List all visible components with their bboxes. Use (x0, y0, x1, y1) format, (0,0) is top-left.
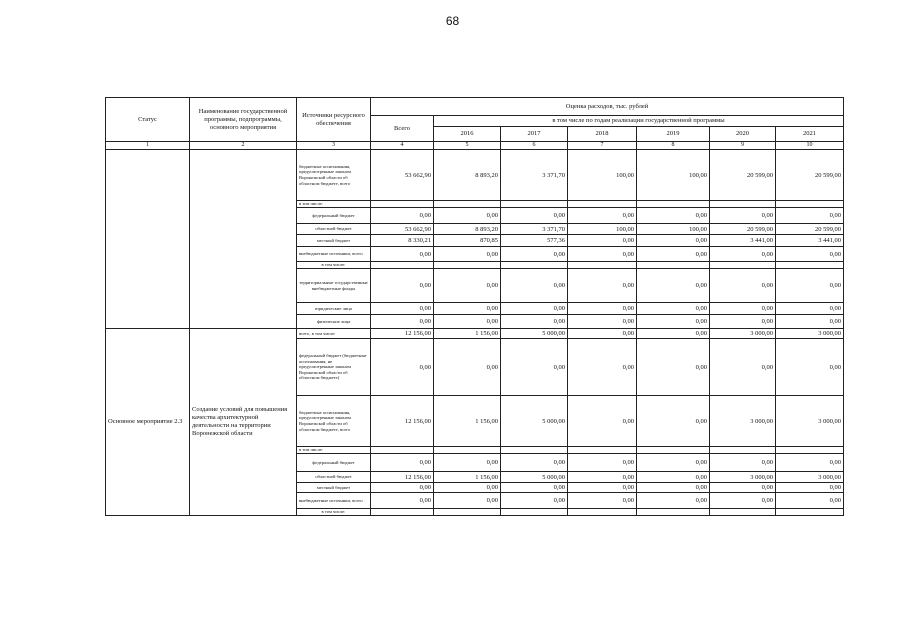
value-cell: 3 000,00 (776, 472, 844, 483)
value-cell: 3 371,70 (501, 150, 568, 201)
value-cell: 0,00 (710, 454, 776, 472)
value-cell: 0,00 (637, 454, 710, 472)
value-cell: 0,00 (710, 315, 776, 329)
value-cell: 0,00 (371, 303, 434, 315)
value-cell: 1 156,00 (434, 329, 501, 339)
value-cell: 0,00 (371, 483, 434, 493)
value-cell: 0,00 (637, 315, 710, 329)
value-cell: 20 599,00 (776, 150, 844, 201)
column-number: 2 (190, 142, 297, 150)
value-cell: 20 599,00 (776, 224, 844, 235)
value-cell: 0,00 (371, 493, 434, 509)
value-cell: 0,00 (501, 315, 568, 329)
value-cell: 0,00 (568, 454, 637, 472)
value-cell: 12 156,00 (371, 472, 434, 483)
value-cell: 0,00 (710, 208, 776, 224)
value-cell: 0,00 (776, 269, 844, 303)
value-cell: 12 156,00 (371, 396, 434, 447)
value-cell: 0,00 (637, 208, 710, 224)
value-cell: 0,00 (501, 483, 568, 493)
value-cell: 3 441,00 (710, 235, 776, 247)
value-cell: 0,00 (568, 235, 637, 247)
value-cell: 0,00 (568, 315, 637, 329)
value-cell: 12 156,00 (371, 329, 434, 339)
value-cell: 3 000,00 (710, 396, 776, 447)
source-cell: областной бюджет (297, 472, 371, 483)
header-year: 2016 (434, 127, 501, 142)
source-cell: местный бюджет (297, 235, 371, 247)
value-cell: 0,00 (776, 303, 844, 315)
source-cell: федеральный бюджет (бюджетные ассигнования, не предусмотренные законом Воронежской области об областном бюджете) (297, 339, 371, 396)
source-cell: в том числе: (297, 201, 371, 208)
value-cell: 0,00 (371, 208, 434, 224)
value-cell: 8 893,20 (434, 224, 501, 235)
value-cell: 0,00 (637, 472, 710, 483)
source-cell: внебюджетные источники, всего (297, 493, 371, 509)
header-year: 2017 (501, 127, 568, 142)
value-cell: 0,00 (710, 247, 776, 262)
source-cell: в том числе: (297, 509, 371, 516)
value-cell: 20 599,00 (710, 224, 776, 235)
value-cell: 0,00 (637, 269, 710, 303)
value-cell: 0,00 (434, 269, 501, 303)
header-year: 2018 (568, 127, 637, 142)
value-cell: 0,00 (637, 339, 710, 396)
header-estimate: Оценка расходов, тыс. рублей (371, 98, 844, 116)
column-number: 6 (501, 142, 568, 150)
value-cell: 0,00 (501, 303, 568, 315)
column-number: 5 (434, 142, 501, 150)
column-number: 9 (710, 142, 776, 150)
value-cell: 0,00 (568, 208, 637, 224)
page-number: 68 (445, 14, 460, 28)
value-cell: 0,00 (637, 483, 710, 493)
value-cell: 0,00 (776, 493, 844, 509)
header-by-years: в том числе по годам реализации государственной программы (434, 116, 844, 127)
column-number: 10 (776, 142, 844, 150)
table-row (106, 329, 844, 339)
value-cell: 0,00 (637, 247, 710, 262)
source-cell: бюджетные ассигнования, предусмотренные законом Воронежской области об областном бюджете, всего (297, 150, 371, 201)
value-cell: 3 000,00 (710, 472, 776, 483)
header-status: Статус (106, 98, 190, 142)
header-total: Всего (371, 116, 434, 142)
source-cell: территориальные государственные внебюджетные фонды (297, 269, 371, 303)
value-cell: 0,00 (710, 269, 776, 303)
value-cell: 53 662,90 (371, 150, 434, 201)
value-cell: 0,00 (637, 329, 710, 339)
value-cell: 0,00 (434, 339, 501, 396)
source-cell: федеральный бюджет (297, 454, 371, 472)
column-number: 3 (297, 142, 371, 150)
value-cell: 0,00 (568, 269, 637, 303)
header-sources: Источники ресурсного обеспечения (297, 98, 371, 142)
value-cell: 0,00 (434, 247, 501, 262)
source-cell: в том числе: (297, 262, 371, 269)
value-cell: 0,00 (568, 339, 637, 396)
value-cell: 0,00 (568, 493, 637, 509)
column-number: 7 (568, 142, 637, 150)
column-number: 1 (106, 142, 190, 150)
column-number: 4 (371, 142, 434, 150)
value-cell: 1 156,00 (434, 472, 501, 483)
value-cell: 5 000,00 (501, 329, 568, 339)
value-cell: 100,00 (568, 150, 637, 201)
source-cell: местный бюджет (297, 483, 371, 493)
value-cell: 1 156,00 (434, 396, 501, 447)
source-cell: всего, в том числе: (297, 329, 371, 339)
value-cell: 0,00 (371, 339, 434, 396)
status-cell (106, 150, 190, 329)
value-cell: 0,00 (501, 339, 568, 396)
value-cell: 0,00 (637, 493, 710, 509)
value-cell: 0,00 (434, 315, 501, 329)
value-cell: 3 000,00 (776, 329, 844, 339)
name-cell (190, 150, 297, 329)
name-cell: Создание условий для повышения качества архитектурной деятельности на территории Воронежской области (190, 329, 297, 516)
value-cell: 0,00 (434, 208, 501, 224)
value-cell: 0,00 (776, 247, 844, 262)
value-cell: 100,00 (637, 150, 710, 201)
source-cell: бюджетные ассигнования, предусмотренные законом Воронежской области об областном бюджете, всего (297, 396, 371, 447)
value-cell: 0,00 (568, 483, 637, 493)
header-name: Наименование государственной программы, подпрограммы, основного мероприятия (190, 98, 297, 142)
value-cell: 20 599,00 (710, 150, 776, 201)
value-cell: 100,00 (568, 224, 637, 235)
value-cell: 0,00 (434, 303, 501, 315)
value-cell: 0,00 (776, 483, 844, 493)
source-cell: физические лица (297, 315, 371, 329)
source-cell: областной бюджет (297, 224, 371, 235)
value-cell: 0,00 (568, 396, 637, 447)
value-cell: 0,00 (776, 339, 844, 396)
value-cell: 0,00 (434, 493, 501, 509)
value-cell: 0,00 (568, 472, 637, 483)
value-cell: 0,00 (776, 454, 844, 472)
value-cell: 0,00 (710, 483, 776, 493)
value-cell: 53 662,90 (371, 224, 434, 235)
value-cell: 5 000,00 (501, 472, 568, 483)
source-cell: юридические лица (297, 303, 371, 315)
value-cell: 0,00 (501, 208, 568, 224)
value-cell: 0,00 (776, 315, 844, 329)
value-cell: 0,00 (568, 303, 637, 315)
value-cell: 0,00 (434, 454, 501, 472)
value-cell: 0,00 (371, 315, 434, 329)
value-cell: 3 000,00 (776, 396, 844, 447)
value-cell: 0,00 (710, 303, 776, 315)
value-cell: 0,00 (637, 235, 710, 247)
status-cell: Основное мероприятие 2.3 (106, 329, 190, 516)
value-cell: 8 893,20 (434, 150, 501, 201)
value-cell: 0,00 (371, 247, 434, 262)
value-cell: 0,00 (776, 208, 844, 224)
value-cell: 0,00 (501, 247, 568, 262)
budget-table (105, 97, 844, 516)
source-cell: внебюджетные источники, всего (297, 247, 371, 262)
value-cell: 0,00 (568, 247, 637, 262)
value-cell: 5 000,00 (501, 396, 568, 447)
value-cell: 3 371,70 (501, 224, 568, 235)
header-year: 2019 (637, 127, 710, 142)
value-cell: 0,00 (710, 339, 776, 396)
source-cell: в том числе: (297, 447, 371, 454)
value-cell: 0,00 (501, 493, 568, 509)
value-cell: 0,00 (568, 329, 637, 339)
source-cell: федеральный бюджет (297, 208, 371, 224)
value-cell: 0,00 (371, 269, 434, 303)
value-cell: 100,00 (637, 224, 710, 235)
value-cell: 3 441,00 (776, 235, 844, 247)
value-cell: 0,00 (501, 269, 568, 303)
value-cell: 577,36 (501, 235, 568, 247)
header-year: 2020 (710, 127, 776, 142)
value-cell: 3 000,00 (710, 329, 776, 339)
value-cell: 0,00 (710, 493, 776, 509)
value-cell: 0,00 (501, 454, 568, 472)
value-cell: 0,00 (637, 303, 710, 315)
value-cell: 0,00 (371, 454, 434, 472)
header-year: 2021 (776, 127, 844, 142)
column-number: 8 (637, 142, 710, 150)
table-row (106, 150, 844, 201)
value-cell: 0,00 (637, 396, 710, 447)
value-cell: 0,00 (434, 483, 501, 493)
value-cell: 870,85 (434, 235, 501, 247)
value-cell: 8 330,21 (371, 235, 434, 247)
